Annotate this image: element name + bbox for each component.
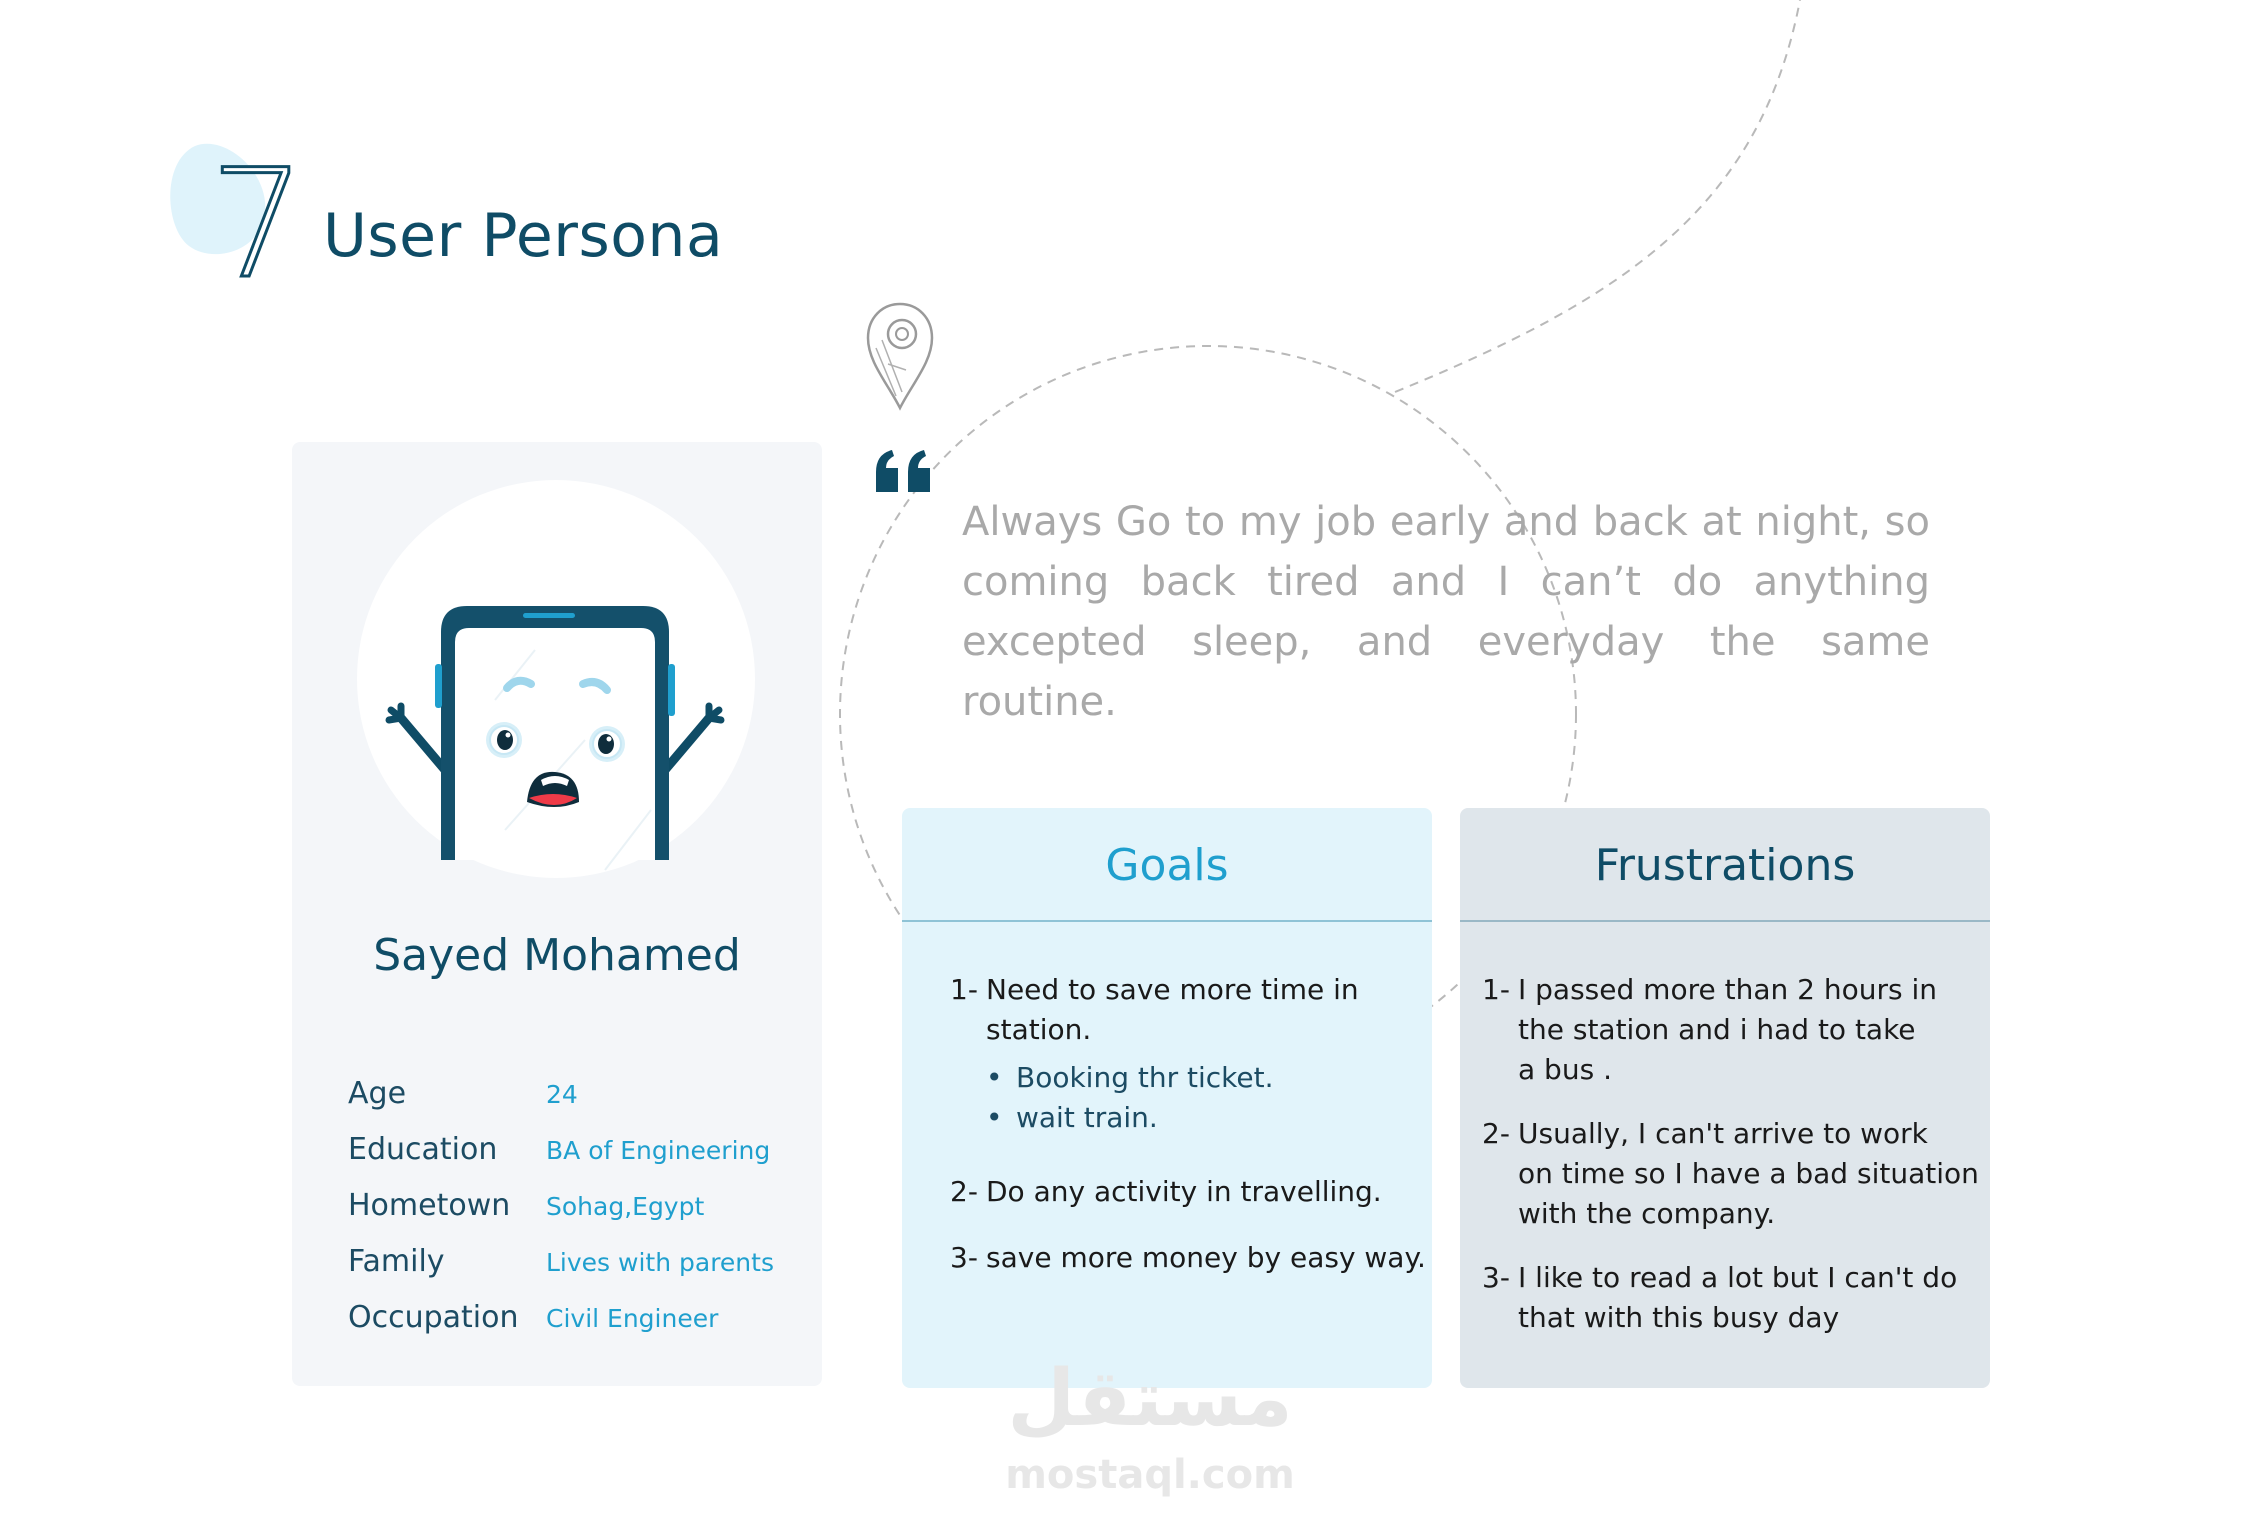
goals-title: Goals (1105, 840, 1229, 891)
goal-bullet-text: Booking thr ticket. (1016, 1061, 1274, 1094)
section-number: 7 (210, 138, 306, 312)
frustration-number: 2- (1482, 1117, 1510, 1150)
frustration-text: Usually, I can't arrive to work (1518, 1117, 1928, 1150)
goal-text: station. (986, 1013, 1092, 1046)
detail-row-hometown (348, 1188, 788, 1238)
detail-row-occupation (348, 1300, 788, 1350)
goals-panel: Goals 1- Need to save more time in station. • Booking thr ticket. • wait train. 2- Do any activity in travelling. 3- save more money by easy way. (902, 808, 1432, 1388)
goal-number: 2- (950, 1175, 978, 1208)
detail-value: Sohag,Egypt (546, 1192, 705, 1221)
persona-name: Sayed Mohamed (373, 930, 741, 981)
detail-value: Lives with parents (546, 1248, 774, 1277)
goal-number: 3- (950, 1241, 978, 1274)
detail-row-age (348, 1076, 788, 1126)
watermark-logo: مستقل (1007, 1354, 1293, 1444)
detail-label: Hometown (348, 1188, 511, 1223)
detail-label: Occupation (348, 1300, 519, 1335)
quote-line: excepted sleep, and everyday the same routine. (962, 619, 1930, 725)
frustrations-panel (1460, 808, 1990, 1388)
detail-label: Family (348, 1244, 445, 1279)
frustration-text: a bus . (1518, 1053, 1612, 1086)
persona-quote (962, 492, 1930, 732)
frustration-text: with the company. (1518, 1197, 1776, 1230)
quote-line: coming back tired and I can’t do anything (962, 559, 1930, 605)
goal-text: Need to save more time in (986, 973, 1359, 1006)
frustration-number: 1- (1482, 973, 1510, 1006)
frustrations-title: Frustrations (1594, 840, 1856, 891)
detail-label: Age (348, 1076, 407, 1111)
watermark-domain: mostaql.com (1005, 1452, 1295, 1498)
frustration-number: 3- (1482, 1261, 1510, 1294)
goals-header (902, 808, 1432, 922)
detail-row-education (348, 1132, 788, 1182)
frustration-text: that with this busy day (1518, 1301, 1840, 1334)
frustration-text: the station and i had to take (1518, 1013, 1916, 1046)
frustration-text: I passed more than 2 hours in (1518, 973, 1937, 1006)
quote-mark-icon (872, 448, 936, 494)
quote-line: Always Go to my job early and back at night, so (962, 499, 1930, 545)
frustrations-header (1460, 808, 1990, 922)
detail-value: 24 (546, 1080, 578, 1109)
page-title: User Persona (323, 201, 724, 271)
frustration-text: on time so I have a bad situation (1518, 1157, 1979, 1190)
phone-character-avatar (355, 580, 755, 880)
frustration-text: I like to read a lot but I can't do (1518, 1261, 1958, 1294)
detail-row-family (348, 1244, 788, 1294)
goal-bullet-text: wait train. (1016, 1101, 1158, 1134)
goal-number: 1- (950, 973, 978, 1006)
goal-text: save more money by easy way. (986, 1241, 1426, 1274)
detail-label: Education (348, 1132, 498, 1167)
detail-value: Civil Engineer (546, 1304, 719, 1333)
detail-value: BA of Engineering (546, 1136, 771, 1165)
location-pin-icon (862, 300, 938, 412)
goal-text: Do any activity in travelling. (986, 1175, 1382, 1208)
